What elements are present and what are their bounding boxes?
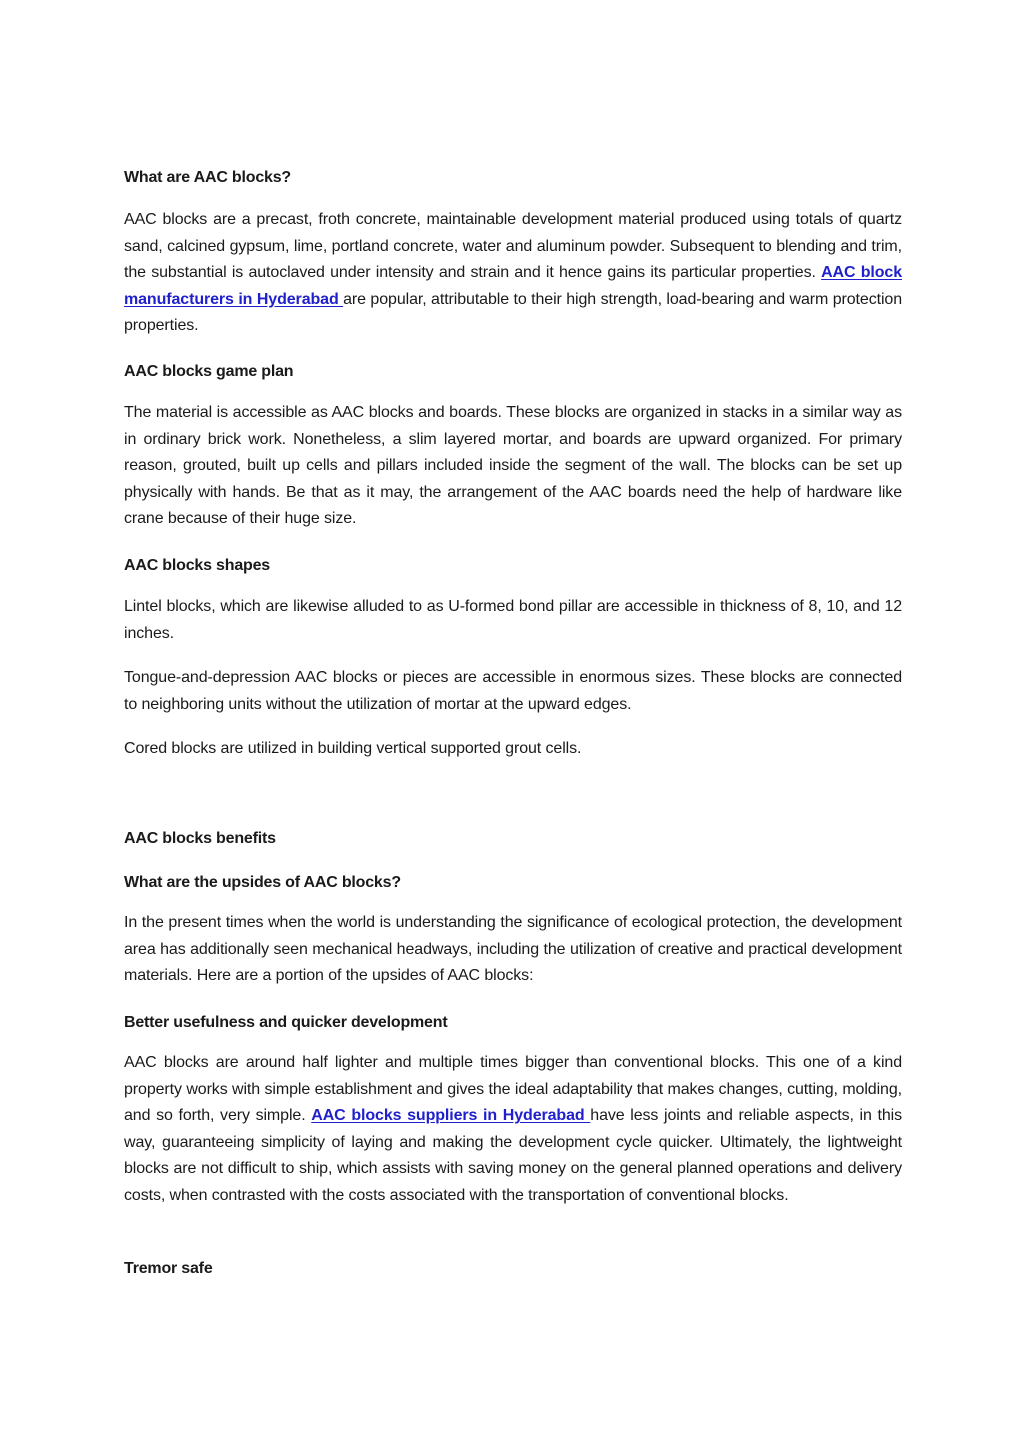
paragraph-upsides-intro: In the present times when the world is understanding the significance of ecological protection, the development area has additionally seen mechanical headways, including the utilization of creative and practical development materials. Here are a portion of the upsides of AAC blocks:	[124, 914, 902, 985]
paragraph-better-usefulness	[124, 1050, 902, 1210]
paragraph-game-plan: The material is accessible as AAC blocks and boards. These blocks are organized in stacks in a similar way as in ordinary brick work. Nonetheless, a slim layered mortar, and boards are upward organized. For primary reason, grouted, built up cells and pillars included inside the segment of the wall. The blocks can be set up physically with hands. Be that as it may, the arrangement of the AAC boards need the help of hardware like crane because of their huge size.	[124, 404, 902, 528]
heading-what-are-aac-blocks: What are AAC blocks?	[124, 169, 291, 186]
heading-better-usefulness: Better usefulness and quicker development	[124, 1014, 448, 1031]
heading-upsides: What are the upsides of AAC blocks?	[124, 874, 401, 891]
heading-benefits: AAC blocks benefits	[124, 830, 276, 847]
paragraph-tongue-and-depression: Tongue-and-depression AAC blocks or pieces are accessible in enormous sizes. These blocks are connected to neighboring units without the utilization of mortar at the upward edges.	[124, 669, 902, 713]
paragraph-lintel-blocks: Lintel blocks, which are likewise alluded to as U-formed bond pillar are accessible in thickness of 8, 10, and 12 inches.	[124, 598, 902, 642]
paragraph-text: are popular, attributable to their high strength, load-bearing and warm protection properties.	[124, 290, 902, 335]
link-aac-blocks-suppliers[interactable]: AAC blocks suppliers in Hyderabad	[311, 1107, 591, 1125]
link-aac-block-manufacturers[interactable]: AAC block manufacturers in Hyderabad	[124, 264, 903, 308]
paragraph-text: AAC blocks are around half lighter and multiple times bigger than conventional blocks. This one of a kind property works with simple establishment and gives the ideal adaptability that makes changes, cutting, molding, and so forth, very simple.	[124, 1054, 902, 1125]
heading-tremor-safe: Tremor safe	[124, 1260, 213, 1277]
paragraph-text: AAC blocks are a precast, froth concrete, maintainable development material produced using totals of quartz sand, calcined gypsum, lime, portland concrete, water and aluminum powder. Subsequent to blending and trim, the substantial is autoclaved under intensity and strain and it hence gains its particular properties.	[124, 211, 902, 282]
heading-shapes: AAC blocks shapes	[124, 557, 270, 574]
paragraph-text: have less joints and reliable aspects, in this way, guaranteeing simplicity of laying and making the development cycle quicker. Ultimately, the lightweight blocks are not difficult to ship, which assists with saving money on the general planned operations and delivery costs, when contrasted with the costs associated with the transportation of conventional blocks.	[124, 1107, 902, 1204]
paragraph-cored-blocks: Cored blocks are utilized in building vertical supported grout cells.	[124, 740, 582, 757]
paragraph-aac-definition	[124, 207, 902, 340]
heading-game-plan: AAC blocks game plan	[124, 363, 294, 380]
